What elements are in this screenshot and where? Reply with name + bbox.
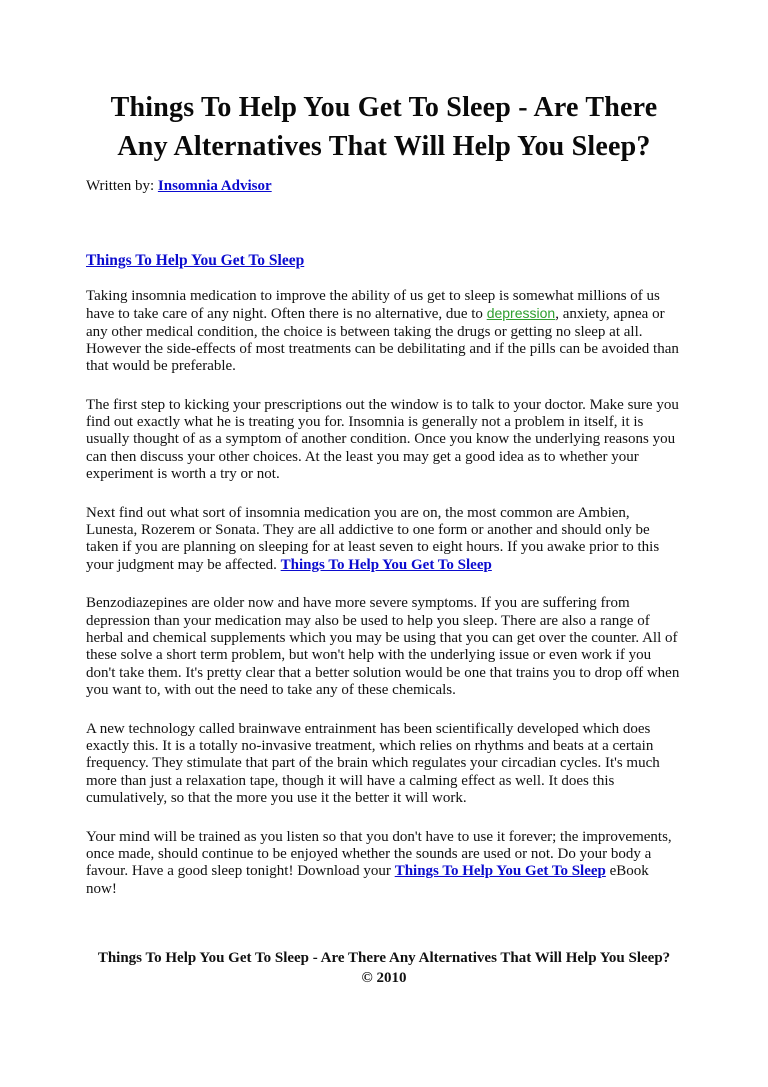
paragraph-6 [86,829,682,899]
paragraph-6-text: Your mind will be trained as you listen so that you don't have to use it forever; the improvements, once made, should continue to be enjoyed whether the sounds are used or not. Do your body a favour. Have a good sleep tonight! Download your [86,828,672,880]
page-title: Things To Help You Get To Sleep - Are There Any Alternatives That Will Help You Sleep? [110,92,658,163]
paragraph-4: Benzodiazepines are older now and have more severe symptoms. If you are suffering from depression than your medication may also be used to help you sleep. There are also a range of herbal and chemical supplements which you may be using that you can get over the counter. All of these solve a short term problem, but won't help with the underlying issue or even work if you don't take them. It's pretty clear that a better solution would be one that trains you to drop off when you want to, with out the need to take any of these chemicals. [86,595,680,699]
byline [86,178,682,195]
paragraph-3-text: Next find out what sort of insomnia medication you are on, the most common are Ambien, Lunesta, Rozerem or Sonata. They are all addictive to one form or another and should only be taken if you are planning on sleeping for at least seven to eight hours. If you awake prior to this your judgment may be affected. [86,504,660,573]
author-link[interactable]: Insomnia Advisor [157,178,272,195]
byline-prefix: Written by: [86,178,158,195]
paragraph-2: The first step to kicking your prescriptions out the window is to talk to your doctor. Make sure you find out exactly what he is treating you for. Insomnia is generally not a problem in itself, it is usually thought of as a symptom of another condition. Once you know the underlying reasons you can then discuss your other choices. At the least you may get a good idea as to whether your experiment is worth a try or not. [86,396,679,483]
depression-link[interactable]: depression [486,305,556,322]
ebook-download-link[interactable]: Things To Help You Get To Sleep [394,863,606,880]
section-heading [86,252,682,270]
paragraph-1-text-after: , anxiety, apnea or any other medical condition, the choice is between taking the drugs or getting no sleep at all. However the side-effects of most treatments can be debilitating and if the pills can be avoided than that would be preferable. [86,306,679,375]
paragraph-3 [86,505,682,575]
ebook-inline-link[interactable]: Things To Help You Get To Sleep [280,556,492,573]
heading-link[interactable]: Things To Help You Get To Sleep [86,251,305,269]
paragraph-1 [86,288,682,376]
paragraph-1-text: Taking insomnia medication to improve the ability of us get to sleep is somewhat millions of us have to take care of any night. Often there is no alternative, due to [86,287,660,323]
paragraph-6-text-after: eBook now! [86,863,649,897]
footer-copyright: Things To Help You Get To Sleep - Are There Any Alternatives That Will Help You Sleep? © 2010 [97,950,671,987]
paragraph-5: A new technology called brainwave entrainment has been scientifically developed which does exactly this. It is a totally no-invasive treatment, which relies on rhythms and beats at a certain frequency. They stimulate that part of the brain which regulates your circadian cycles. It's much more than just a relaxation tape, though it will have a calming effect as well. It does this cumulatively, so that the more you use it the better it will work. [86,720,660,807]
